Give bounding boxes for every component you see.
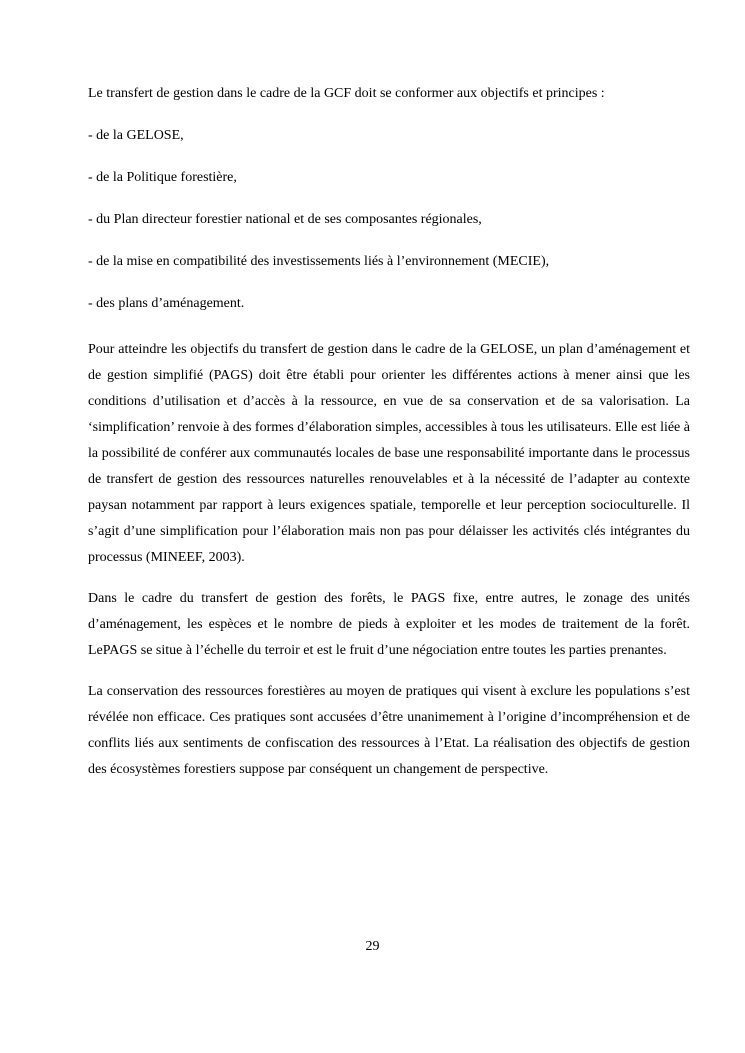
paragraph-conservation: La conservation des ressources forestières au moyen de pratiques qui visent à exclure les populations s’est révélée non efficace. Ces pratiques sont accusées d’être unanimement à l’origine d’incompréhension et de conflits liés aux sentiments de confiscation des ressources à l’Etat. La réalisation des objectifs de gestion des écosystèmes forestiers suppose par conséquent un changement de perspective.	[88, 684, 690, 777]
paragraph-pags-contenu: Dans le cadre du transfert de gestion des forêts, le PAGS fixe, entre autres, le zonage des unités d’aménagement, les espèces et le nombre de pieds à exploiter et les modes de traitement de la forêt. LePAGS se situe à l’échelle du terroir et est le fruit d’une négociation entre toutes les parties prenantes.	[88, 591, 690, 658]
list-item-gelose: - de la GELOSE,	[88, 128, 184, 143]
intro-line: Le transfert de gestion dans le cadre de la GCF doit se conformer aux objectifs et principes :	[88, 86, 605, 101]
list-item-mecie: - de la mise en compatibilité des investissements liés à l’environnement (MECIE),	[88, 254, 550, 269]
list-item-plan-directeur: - du Plan directeur forestier national et de ses composantes régionales,	[88, 212, 482, 227]
paragraph-pags-objectifs: Pour atteindre les objectifs du transfert de gestion dans le cadre de la GELOSE, un plan d’aménagement et de gestion simplifié (PAGS) doit être établi pour orienter les différentes actions à mener ainsi que les conditions d’utilisation et d’accès à la ressource, en vue de sa conservation et de sa valorisation. La ‘simplification’ renvoie à des formes d’élaboration simples, accessibles à tous les utilisateurs. Elle est liée à la possibilité de conférer aux communautés locales de base une responsabilité importante dans le processus de transfert de gestion des ressources naturelles renouvelables et à la nécessité de l’adapter au contexte paysan notamment par rapport à leurs exigences spatiale, temporelle et leur perception socioculturelle. Il s’agit d’une simplification pour l’élaboration mais non pas pour délaisser les activités clés intégrantes du processus (MINEEF, 2003).	[88, 342, 690, 565]
list-item-politique-forestiere: - de la Politique forestière,	[88, 170, 237, 185]
page-body	[88, 85, 690, 798]
page-number: 29	[365, 939, 380, 954]
list-item-plans-amenagement: - des plans d’aménagement.	[88, 296, 245, 311]
